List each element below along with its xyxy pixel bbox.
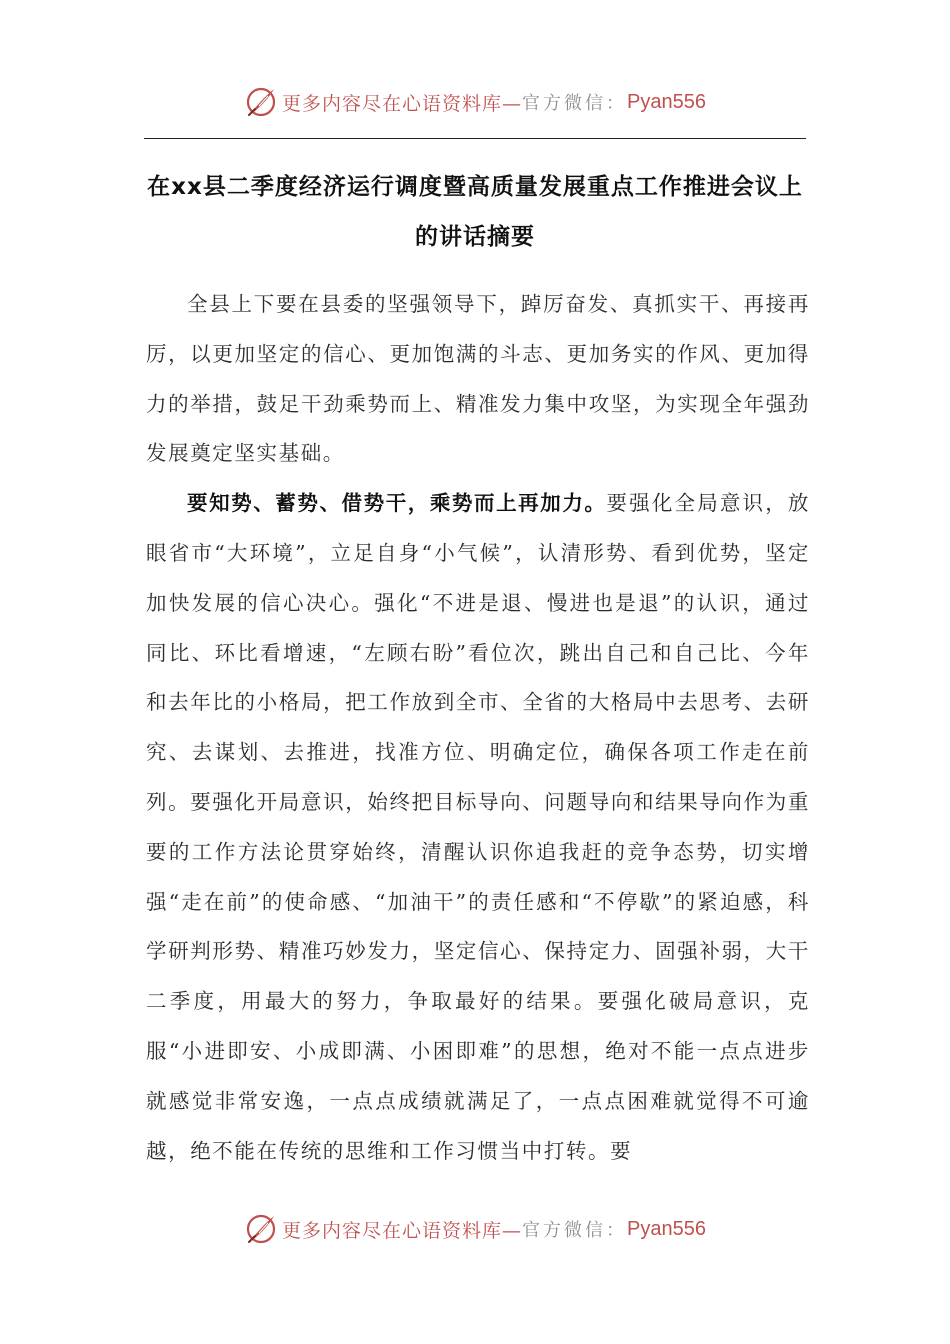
paragraph-text: 要强化全局意识，放眼省市“大环境”，立足自身“小气候”，认清形势、看到优势，坚定加快发展的信心决心。强化“不进是退、慢进也是退”的认识，通过同比、环比看增速，“左顾右盼”看位次，跳出自己和自己比、今年和去年比的小格局，把工作放到全市、全省的大格局中去思考、去研究、去谋划、去推进，找准方位、明确定位，确保各项工作走在前列。要强化开局意识，始终把目标导向、问题导向和结果导向作为重要的工作方法论贯穿始终，清醒认识你追我赶的竞争态势，切实增强“走在前”的使命感、“加油干”的责任感和“不停歇”的紧迫感，科学研判形势、精准巧妙发力，坚定信心、保持定力、固强补弱，大干二季度，用最大的努力，争取最好的结果。要强化破局意识，克服“小进即安、小成即满、小困即难”的思想，绝对不能一点点进步就感觉非常安逸，一点点成绩就满足了，一点点困难就觉得不可逾越，绝不能在传统的思维和工作习惯当中打转。要 [146,491,811,1163]
banner-wechat-label: 官方微信： [522,93,628,114]
paragraph-text: 全县上下要在县委的坚强领导下，踔厉奋发、真抓实干、再接再厉，以更加坚定的信心、更加饱满的斗志、更加务实的作风、更加得力的举措，鼓足干劲乘势而上、精准发力集中攻坚，为实现全年强劲发展奠定坚实基础。 [146,292,810,466]
paragraph-lead: 要知势、蓄势、借势干，乘势而上再加力。 [187,491,607,516]
footer-watermark [0,1209,950,1249]
banner-wechat-id: Pyan556 [627,90,706,113]
paragraph [146,479,810,1176]
banner-wechat-id: Pyan556 [627,1217,706,1240]
quill-logo-icon [244,1212,278,1246]
page-title: 在xx县二季度经济运行调度暨高质量发展重点工作推进会议上的讲话摘要 [147,174,803,250]
header-watermark [0,82,950,122]
quill-logo-icon [244,85,278,119]
header-rule [144,138,806,139]
banner-wechat-label: 官方微信： [522,1220,628,1241]
banner-text: 更多内容尽在心语资料库— [282,1219,523,1242]
paragraph [146,280,810,479]
document-body [146,280,810,1176]
banner-text: 更多内容尽在心语资料库— [282,92,523,115]
